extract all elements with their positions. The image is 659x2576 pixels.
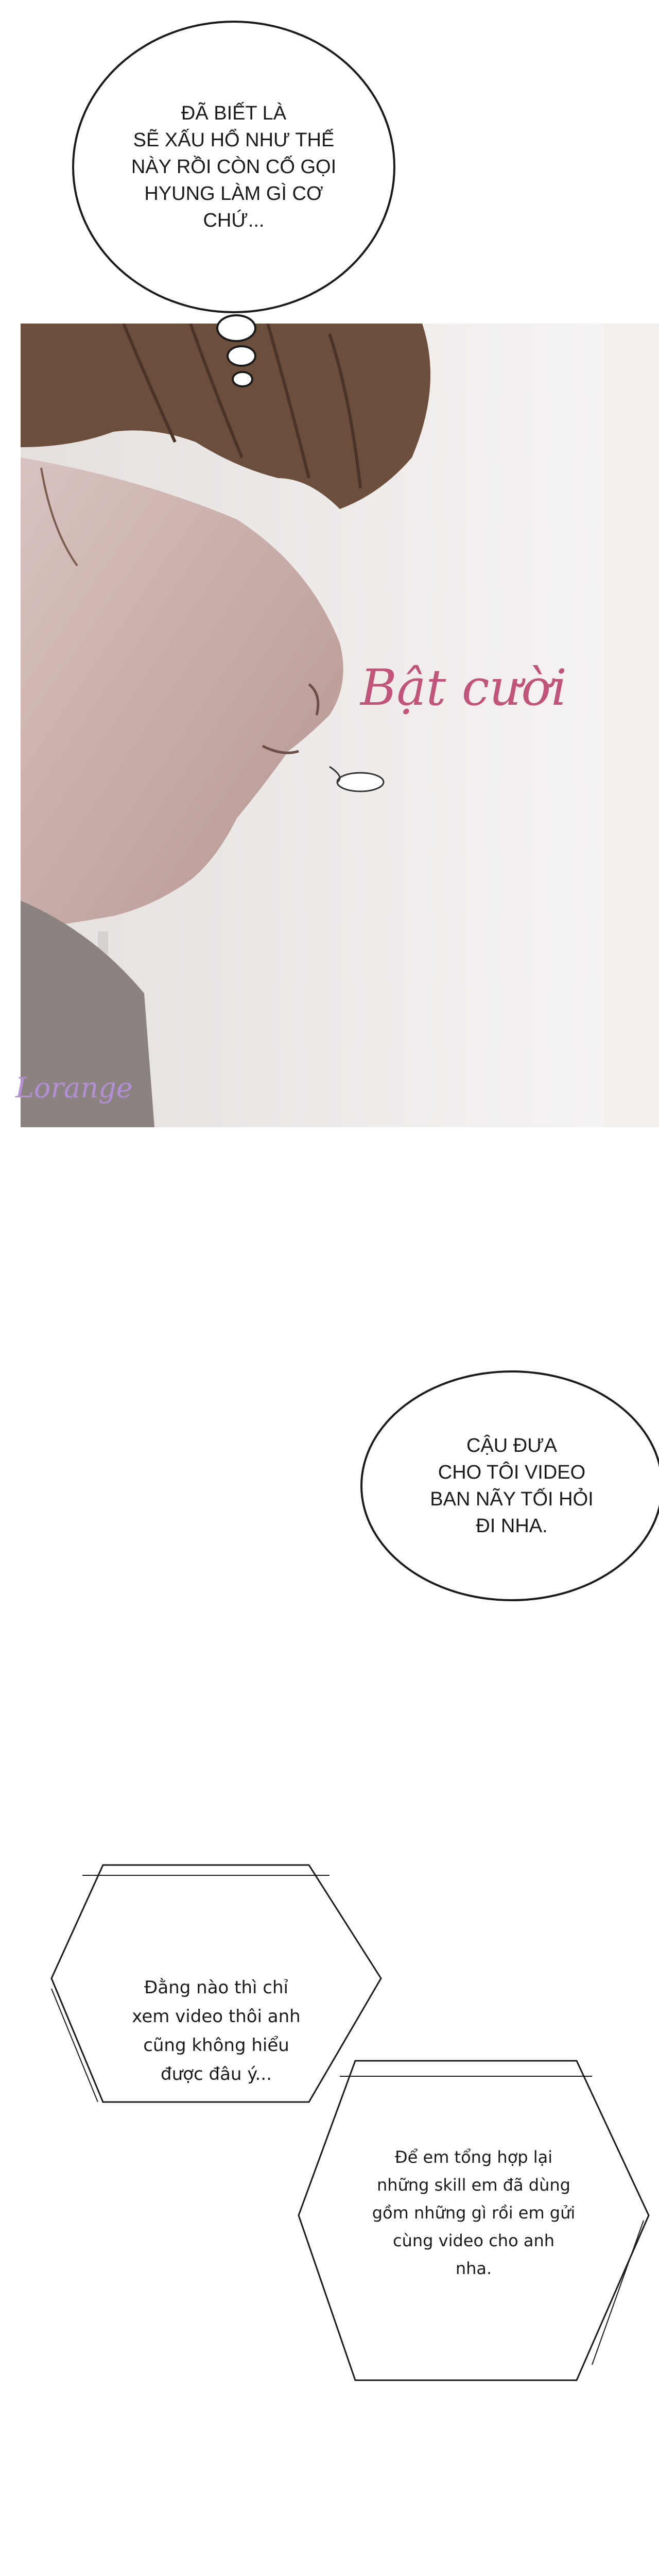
profile-illustration xyxy=(21,324,659,1127)
panel-profile-closeup xyxy=(21,324,659,1127)
speech-bubble-2: CẬU ĐƯA CHO TÔI VIDEO BAN NÃY TỐI HỎI ĐI NHA. xyxy=(360,1370,659,1601)
narration-text-1: Đằng nào thì chỉ xem video thôi anh cũng không hiểu được đâu ý... xyxy=(132,1977,301,2084)
thought-dot xyxy=(227,345,256,367)
watermark-logo: Lorange xyxy=(15,1072,133,1104)
thought-dot xyxy=(216,314,256,342)
narration-text-2: Để em tổng hợp lại những skill em đã dùng gồm những gì rồi em gửi cùng video cho anh nha. xyxy=(372,2147,576,2278)
thought-bubble-1: ĐÃ BIẾT LÀ SẼ XẤU HỔ NHƯ THẾ NÀY RỒI CÒN CỐ GỌI HYUNG LÀM GÌ CƠ CHỨ... xyxy=(72,21,395,313)
thought-dot xyxy=(232,371,253,387)
sfx-bat-cuoi: Bật cười xyxy=(360,659,567,717)
